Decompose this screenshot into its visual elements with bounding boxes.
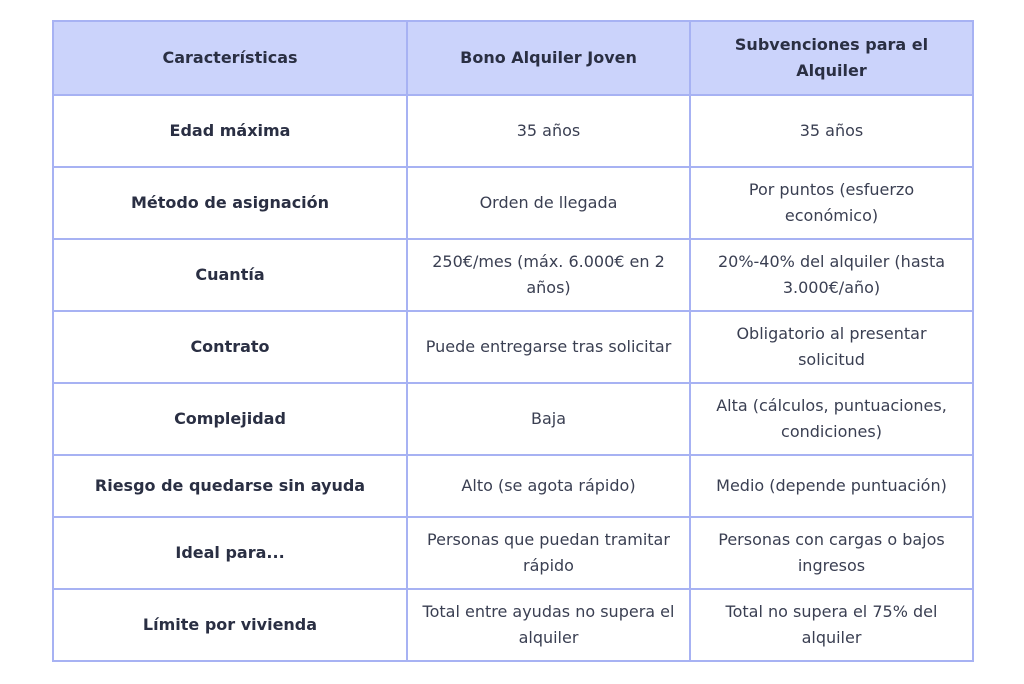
- comparison-table-container: [52, 20, 972, 662]
- row-feature: Límite por vivienda: [53, 589, 407, 661]
- row-bono-value: Alto (se agota rápido): [407, 455, 690, 517]
- row-bono-value: Baja: [407, 383, 690, 455]
- row-feature: Cuantía: [53, 239, 407, 311]
- table-row: [53, 455, 973, 517]
- row-feature: Edad máxima: [53, 95, 407, 167]
- table-row: [53, 517, 973, 589]
- header-caracteristicas: Características: [53, 21, 407, 95]
- header-subvenciones-alquiler: Subvenciones para el Alquiler: [690, 21, 973, 95]
- row-feature: Complejidad: [53, 383, 407, 455]
- row-subvencion-value: Obligatorio al presentar solicitud: [690, 311, 973, 383]
- row-bono-value: Orden de llegada: [407, 167, 690, 239]
- row-subvencion-value: Medio (depende puntuación): [690, 455, 973, 517]
- table-row: [53, 383, 973, 455]
- header-bono-alquiler-joven: Bono Alquiler Joven: [407, 21, 690, 95]
- row-feature: Contrato: [53, 311, 407, 383]
- table-row: [53, 239, 973, 311]
- row-subvencion-value: Alta (cálculos, puntuaciones, condiciones): [690, 383, 973, 455]
- row-bono-value: Puede entregarse tras solicitar: [407, 311, 690, 383]
- row-feature: Riesgo de quedarse sin ayuda: [53, 455, 407, 517]
- row-subvencion-value: Total no supera el 75% del alquiler: [690, 589, 973, 661]
- table-row: [53, 589, 973, 661]
- header-row: [53, 21, 973, 95]
- table-row: [53, 95, 973, 167]
- row-bono-value: Personas que puedan tramitar rápido: [407, 517, 690, 589]
- row-bono-value: Total entre ayudas no supera el alquiler: [407, 589, 690, 661]
- row-subvencion-value: Personas con cargas o bajos ingresos: [690, 517, 973, 589]
- row-feature: Ideal para...: [53, 517, 407, 589]
- row-bono-value: 35 años: [407, 95, 690, 167]
- row-bono-value: 250€/mes (máx. 6.000€ en 2 años): [407, 239, 690, 311]
- row-subvencion-value: 20%-40% del alquiler (hasta 3.000€/año): [690, 239, 973, 311]
- table-row: [53, 311, 973, 383]
- row-subvencion-value: 35 años: [690, 95, 973, 167]
- row-feature: Método de asignación: [53, 167, 407, 239]
- table-row: [53, 167, 973, 239]
- table-body: [53, 95, 973, 661]
- row-subvencion-value: Por puntos (esfuerzo económico): [690, 167, 973, 239]
- comparison-table: [52, 20, 974, 662]
- table-header: [53, 21, 973, 95]
